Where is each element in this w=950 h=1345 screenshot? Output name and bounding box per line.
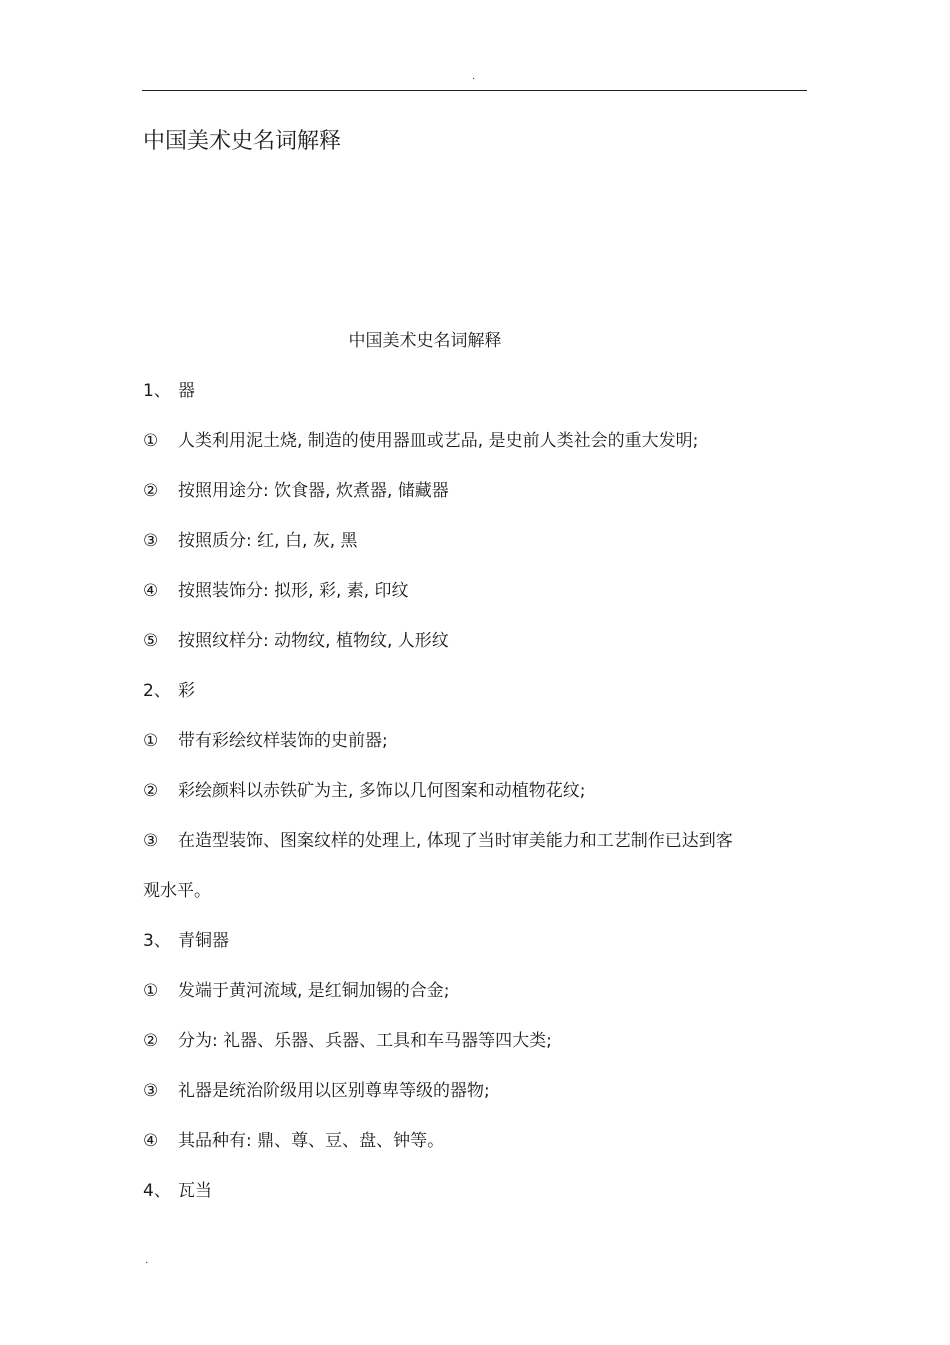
item-text: 彩 bbox=[178, 681, 195, 701]
item-text: 按照纹样分: 动物纹, 植物纹, 人形纹 bbox=[178, 631, 449, 651]
item-marker: ④ bbox=[143, 581, 159, 601]
item-text: 带有彩绘纹样装饰的史前器; bbox=[178, 731, 388, 751]
document-title: 中国美术史名词解释 bbox=[143, 129, 342, 154]
item-text: 礼器是统治阶级用以区别尊卑等级的器物; bbox=[178, 1081, 490, 1101]
list-item bbox=[143, 680, 195, 702]
list-item bbox=[143, 1180, 212, 1202]
item-marker: 2、 bbox=[143, 681, 171, 701]
item-text: 按照质分: 红, 白, 灰, 黑 bbox=[178, 531, 358, 551]
item-marker: ② bbox=[143, 781, 159, 801]
item-marker: 1、 bbox=[143, 381, 171, 401]
item-marker: ① bbox=[143, 431, 159, 451]
list-item bbox=[143, 930, 229, 952]
section-title: 中国美术史名词解释 bbox=[348, 331, 502, 351]
header-divider bbox=[142, 90, 807, 91]
item-marker: ② bbox=[143, 481, 159, 501]
item-marker: 3、 bbox=[143, 931, 171, 951]
item-marker: 4、 bbox=[143, 1181, 171, 1201]
list-item bbox=[143, 1030, 552, 1052]
item-marker: ② bbox=[143, 1031, 159, 1051]
item-text: 观水平。 bbox=[143, 881, 211, 901]
header-mark: . bbox=[472, 71, 476, 82]
item-text: 其品种有: 鼎、尊、豆、盘、钟等。 bbox=[178, 1131, 445, 1151]
item-marker: ④ bbox=[143, 1131, 159, 1151]
item-marker: ① bbox=[143, 731, 159, 751]
item-text: 青铜器 bbox=[178, 931, 229, 951]
item-text: 按照装饰分: 拟形, 彩, 素, 印纹 bbox=[178, 581, 409, 601]
item-text: 人类利用泥土烧, 制造的使用器皿或艺品, 是史前人类社会的重大发明; bbox=[178, 431, 699, 451]
item-text: 瓦当 bbox=[178, 1181, 212, 1201]
list-item bbox=[143, 1080, 490, 1102]
list-item bbox=[143, 380, 195, 402]
list-item bbox=[143, 730, 388, 752]
list-item bbox=[143, 780, 586, 802]
list-item bbox=[143, 430, 698, 452]
item-text: 按照用途分: 饮食器, 炊煮器, 储藏器 bbox=[178, 481, 449, 501]
item-text: 彩绘颜料以赤铁矿为主, 多饰以几何图案和动植物花纹; bbox=[178, 781, 586, 801]
list-item bbox=[143, 530, 358, 552]
item-marker: ③ bbox=[143, 1081, 159, 1101]
item-text: 发端于黄河流域, 是红铜加锡的合金; bbox=[178, 981, 450, 1001]
item-marker: ⑤ bbox=[143, 631, 159, 651]
item-marker: ③ bbox=[143, 531, 159, 551]
list-item bbox=[143, 980, 450, 1002]
item-text: 分为: 礼器、乐器、兵器、工具和车马器等四大类; bbox=[178, 1031, 552, 1051]
list-item bbox=[143, 1130, 444, 1152]
item-text: 器 bbox=[178, 381, 195, 401]
list-item bbox=[143, 830, 733, 852]
list-item-continuation bbox=[143, 880, 211, 902]
footer-mark: . bbox=[145, 1255, 149, 1266]
item-marker: ③ bbox=[143, 831, 159, 851]
list-item bbox=[143, 630, 449, 652]
item-text: 在造型装饰、图案纹样的处理上, 体现了当时审美能力和工艺制作已达到客 bbox=[178, 831, 733, 851]
list-item bbox=[143, 580, 409, 602]
item-marker: ① bbox=[143, 981, 159, 1001]
list-item bbox=[143, 480, 449, 502]
